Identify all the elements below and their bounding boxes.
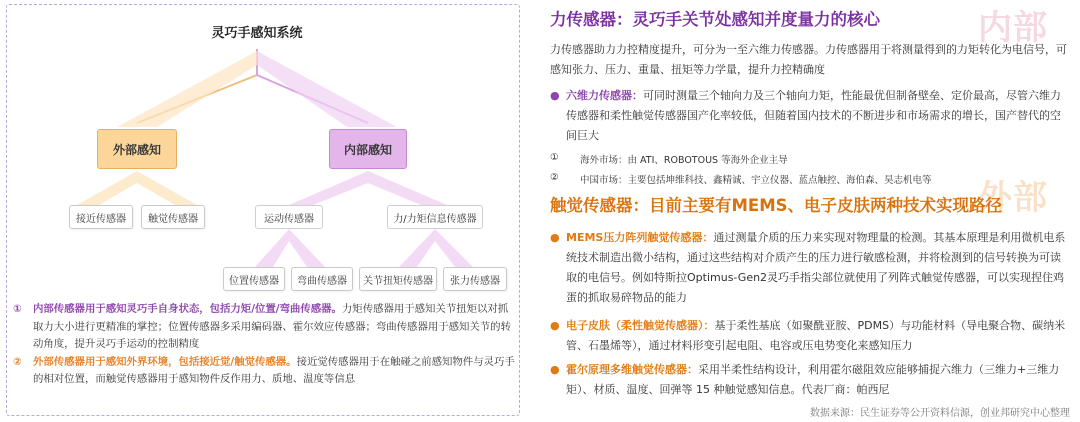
tree-connectors [7,5,521,305]
bullet-label: 电子皮肤（柔性触觉传感器）： [566,319,715,332]
bullet-label: MEMS压力阵列触觉传感器： [566,231,714,244]
node-inner-perception: 内部感知 [329,129,407,169]
bullet-label: 六维力传感器： [566,89,643,102]
node-proximity-sensor: 接近传感器 [69,205,133,229]
node-position-sensor: 位置传感器 [223,267,285,291]
market-marker: ② [550,172,559,183]
node-force-torque-sensor: 力/力矩信息传感器 [387,205,483,229]
bullet-dot-icon: ● [550,319,560,332]
bullet-text: 可同时测量三个轴向力及三个轴向力矩，性能最优但制备壁垒、定价最高，尽管六维力传感器和柔性触觉传感器国产化率较低，但随着国内技术的不断进步和市场需求的增长，国产替代的空间巨大 [566,89,1061,142]
note-text: 力矩传感器用于感知关节扭矩以对抓取力大小进行更精准的掌控；位置传感器多采用编码器、霍尔效应传感器；弯曲传感器用于感知关节的转动角度，提升灵巧手运动的控制精度 [33,303,511,350]
node-bend-sensor: 弯曲传感器 [291,267,353,291]
note-highlight: 内部传感器用于感知灵巧手自身状态，包括力矩/位置/弯曲传感器。 [33,303,342,315]
node-tactile-sensor: 触觉传感器 [141,205,205,229]
force-sensor-intro: 力传感器助力力控精度提升，可分为一至六维力传感器。力传感器用于将测量得到的力矩转化为电信号，可感知张力、压力、重量、扭矩等力学量，提升力控精确度 [550,43,1067,76]
watermark-inner: 内部 [978,8,1048,48]
note-marker: ② [13,355,22,368]
bullet-label: 霍尔原理多维触觉传感器： [566,363,698,376]
note-internal-sensors [11,301,515,354]
market-marker: ① [550,152,559,163]
bullet-text: 通过测量介质的压力来实现对物理量的检测。其基本原理是利用微机电系统技术制造出微小结构，通过这些结构对介质产生的压力进行敏感检测，并将检测到的信号转换为可读取的电信号。例如特斯拉Optimus-Gen2灵巧手指尖部位就使用了列阵式触觉传感器，可以实现捏住鸡蛋的抓取易碎物品的能力 [566,231,1066,304]
market-item-china [550,172,1070,186]
note-text: 接近觉传感器用于在触碰之前感知物件与灵巧手的相对位置，而触觉传感器用于感知物件反作用力、质地、温度等信息 [33,355,515,385]
watermark-outer: 外部 [978,178,1048,218]
bullet-dot-icon: ● [550,363,560,376]
node-joint-torque-sensor: 关节扭矩传感器 [359,267,437,291]
market-text: 中国市场：主要包括坤维科技、鑫精诚、宇立仪器、蓝点触控、海伯森、昊志机电等 [580,175,932,186]
six-axis-bullet [550,86,1070,146]
bullet-text: 采用半柔性结构设计，利用霍尔磁阻效应能够捕捉六维力（三维力+三维力矩）、材质、温度、回弹等 15 种触觉感知信息。代表厂商：帕西尼 [566,363,1060,396]
diagram-title: 灵巧手感知系统 [211,25,303,41]
node-motion-sensor: 运动传感器 [255,205,323,229]
force-sensor-heading: 力传感器：灵巧手关节处感知并度量力的核心 [550,10,880,29]
diagram-notes [11,301,515,389]
note-highlight: 外部传感器用于感知外界环境，包括接近觉/触觉传感器。 [33,355,297,368]
bullet-dot-icon: ● [550,89,560,102]
data-source-note: 数据来源：民生证券等公开资料信源，创业邦研究中心整理 [810,408,1070,419]
mems-bullet [550,228,1070,308]
tactile-sensor-heading: 触觉传感器：目前主要有MEMS、电子皮肤两种技术实现路径 [550,196,1002,215]
bullet-text: 基于柔性基底（如聚酰亚胺、PDMS）与功能材料（导电聚合物、碳纳米管、石墨烯等），通过材料形变引起电阻、电容或压电势变化来感知压力 [566,319,1066,352]
bullet-dot-icon: ● [550,231,560,244]
perception-system-panel [6,4,520,416]
node-outer-perception: 外部感知 [97,129,177,169]
hall-bullet [550,360,1070,400]
sensor-detail-panel [540,0,1080,422]
market-item-overseas [550,152,1070,166]
node-tension-sensor: 张力传感器 [443,267,507,291]
note-external-sensors [11,354,515,389]
market-text: 海外市场：由 ATI、ROBOTOUS 等海外企业主导 [580,155,788,166]
perception-tree-diagram [7,5,521,305]
e-skin-bullet [550,316,1070,356]
note-marker: ① [13,303,22,315]
